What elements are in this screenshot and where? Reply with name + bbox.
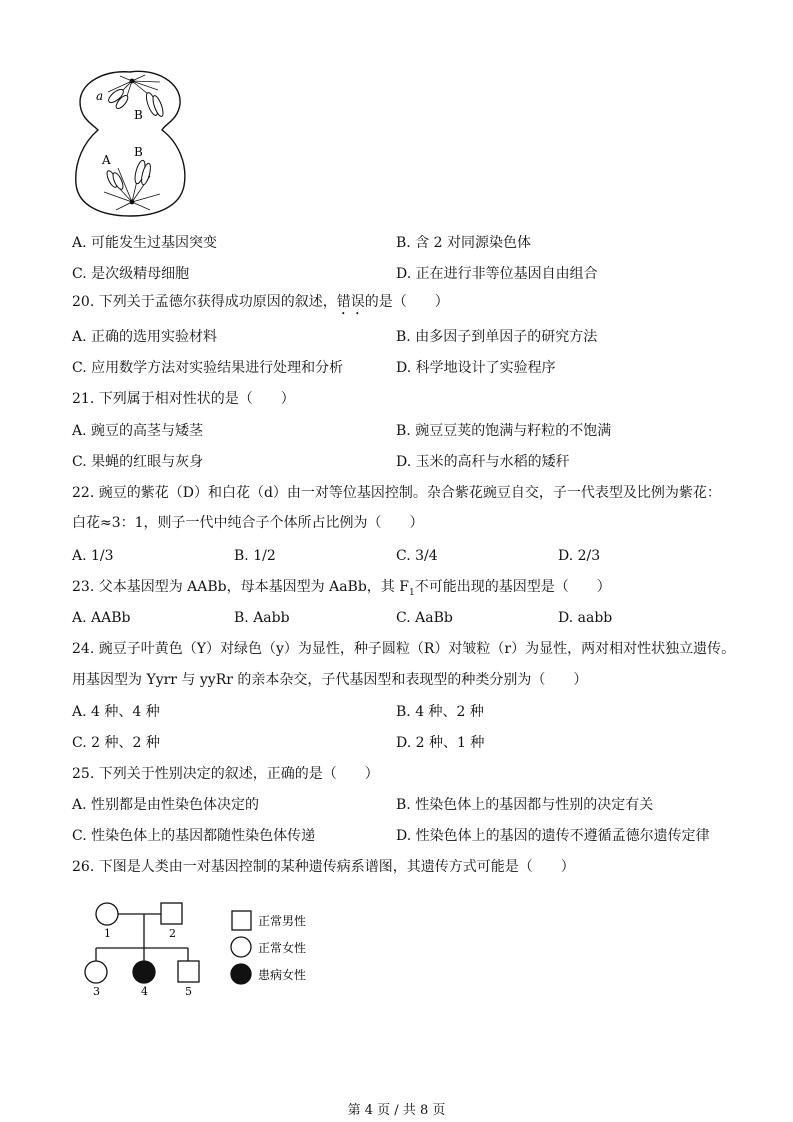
legend-normal-male-label: 正常男性 [258, 914, 307, 928]
q22-option-a: A. 1/3 [72, 548, 114, 564]
cell-division-figure [70, 64, 190, 224]
cell-outline [76, 71, 185, 216]
label-B-lower: B [134, 145, 143, 159]
pedigree-label-4: 4 [141, 985, 148, 998]
q23-option-b: B. Aabb [234, 610, 290, 626]
pedigree-2-normal-male [161, 903, 182, 924]
q19-option-d: D. 正在进行非等位基因自由组合 [396, 266, 598, 282]
q26-stem: 26. 下图是人类由一对基因控制的某种遗传病系谱图，其遗传方式可能是（ ） [72, 859, 575, 875]
q20-emphasis: 错误 [336, 294, 365, 310]
q22-option-b: B. 1/2 [234, 548, 276, 564]
page-footer: 第 4 页 / 共 8 页 [347, 1103, 446, 1118]
q21-option-d: D. 玉米的高秆与水稻的矮秆 [396, 454, 570, 470]
label-A: A [102, 153, 111, 167]
pedigree-label-2: 2 [169, 927, 176, 940]
legend-normal-female-label: 正常女性 [258, 941, 307, 955]
legend-normal-female-icon [231, 937, 251, 957]
q24-option-d: D. 2 种、1 种 [396, 735, 485, 751]
q20-option-a: A. 正确的选用实验材料 [72, 329, 218, 345]
pedigree-label-5: 5 [185, 985, 192, 998]
q20-option-b: B. 由多因子到单因子的研究方法 [396, 329, 598, 345]
q21-option-c: C. 果蝇的红眼与灰身 [72, 454, 204, 470]
q21-option-b: B. 豌豆豆荚的饱满与籽粒的不饱满 [396, 423, 612, 439]
q25-option-b: B. 性染色体上的基因都与性别的决定有关 [396, 797, 654, 813]
q19-option-a: A. 可能发生过基因突变 [72, 235, 218, 251]
q23-stem: 23. 父本基因型为 AABb，母本基因型为 AaBb，其 $F_1$不可能出现的基因型是（ ） [72, 579, 611, 598]
q24-option-c: C. 2 种、2 种 [72, 735, 160, 751]
q21-option-a: A. 豌豆的高茎与矮茎 [72, 423, 204, 439]
q22-option-c: C. 3/4 [396, 548, 438, 564]
q25-option-c: C. 性染色体上的基因都随性染色体传递 [72, 828, 316, 844]
pedigree-label-3: 3 [93, 985, 100, 998]
q25-option-a: A. 性别都是由性染色体决定的 [72, 797, 260, 813]
pedigree-1-normal-female [96, 903, 118, 925]
q20-option-d: D. 科学地设计了实验程序 [396, 360, 556, 376]
q25-option-d: D. 性染色体上的基因的遗传不遵循孟德尔遗传定律 [396, 828, 710, 844]
legend-affected-female-icon [231, 964, 251, 984]
q23-option-d: D. aabb [558, 610, 613, 626]
pedigree-chart [80, 896, 340, 1004]
label-a: a [96, 89, 104, 103]
q20-stem: 20. 下列关于孟德尔获得成功原因的叙述，错误的是（ ） [72, 294, 449, 310]
q24-option-b: B. 4 种、2 种 [396, 704, 484, 720]
lower-chromosomes [105, 159, 152, 190]
pedigree-3-normal-female [85, 961, 107, 983]
q22-stem-line1: 22. 豌豆的紫花（D）和白花（d）由一对等位基因控制。杂合紫花豌豆自交，子一代表型及比例为紫花： [72, 485, 721, 501]
q22-stem-line2: 白花≈3：1，则子一代中纯合子个体所占比例为（ ） [72, 515, 424, 531]
q24-option-a: A. 4 种、4 种 [72, 704, 160, 720]
legend-normal-male-icon [232, 911, 251, 930]
q24-stem-line2: 用基因型为 Yyrr 与 yyRr 的亲本杂交，子代基因型和表现型的种类分别为（ ） [72, 672, 588, 688]
q23-option-a: A. AABb [72, 610, 131, 626]
pedigree-4-affected-female [133, 961, 155, 983]
q19-option-b: B. 含 2 对同源染色体 [396, 235, 531, 251]
pedigree-5-normal-male [178, 961, 199, 982]
label-B-upper: B [134, 108, 143, 122]
q21-stem: 21. 下列属于相对性状的是（ ） [72, 391, 295, 407]
q19-option-c: C. 是次级精母细胞 [72, 266, 190, 282]
q23-option-c: C. AaBb [396, 610, 453, 626]
pedigree-label-1: 1 [104, 927, 111, 940]
legend-affected-female-label: 患病女性 [258, 968, 307, 982]
q24-stem-line1: 24. 豌豆子叶黄色（Y）对绿色（y）为显性，种子圆粒（R）对皱粒（r）为显性，两对相对性状独立遗传。 [72, 641, 736, 657]
q20-option-c: C. 应用数学方法对实验结果进行处理和分析 [72, 360, 344, 376]
q25-stem: 25. 下列关于性别决定的叙述，正确的是（ ） [72, 766, 379, 782]
q22-option-d: D. 2/3 [558, 548, 601, 564]
